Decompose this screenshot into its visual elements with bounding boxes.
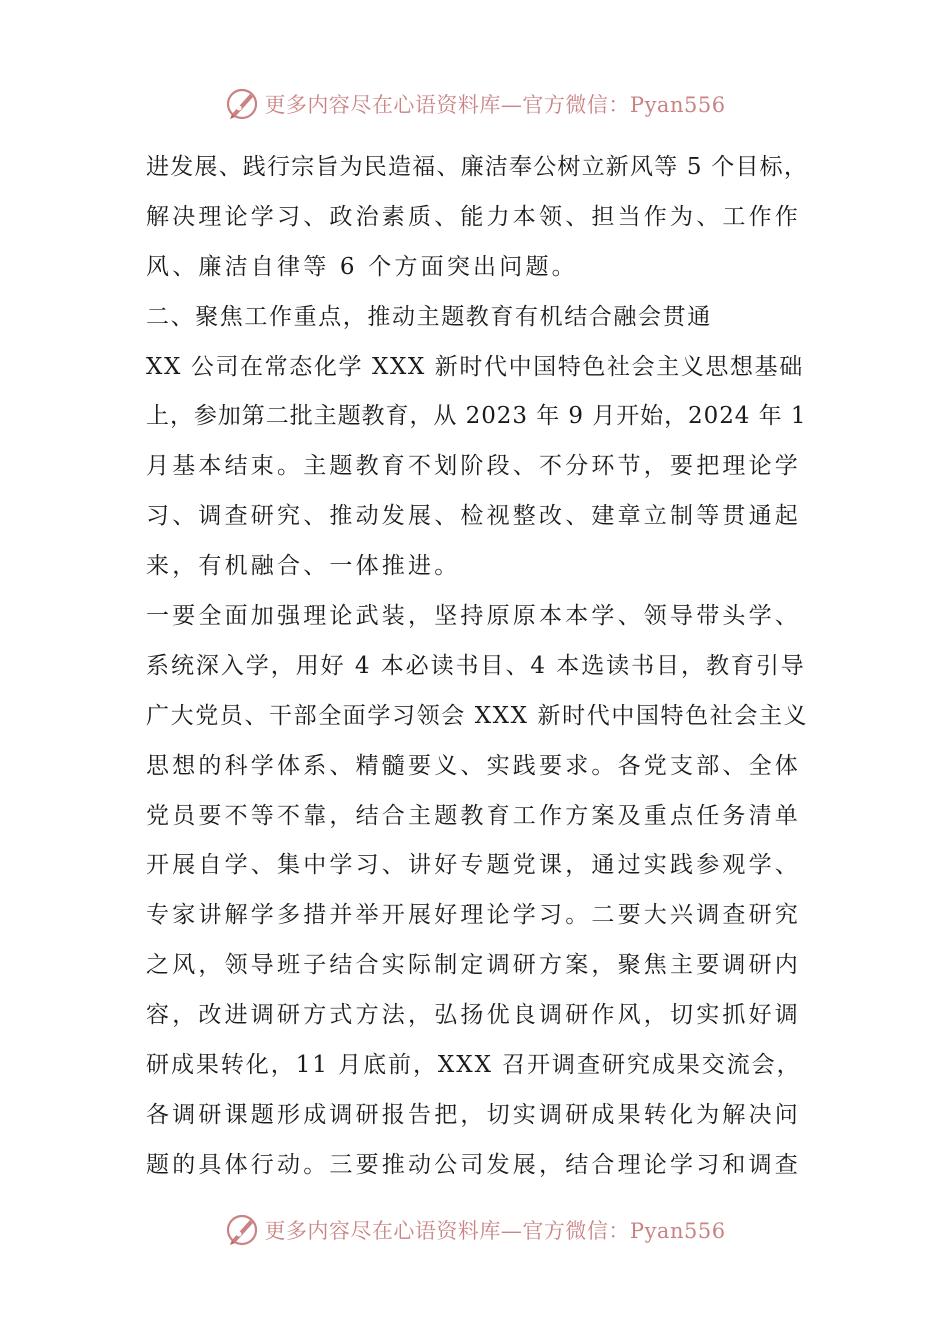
body-line: 系统深入学，用好 4 本必读书目、4 本选读书目，教育引导 [146,652,806,679]
body-line: XX 公司在常态化学 XXX 新时代中国特色社会主义思想基础 [146,353,804,380]
body-line: 题的具体行动。三要推动公司发展，结合理论学习和调查 [146,1151,801,1178]
body-line: 进发展、践行宗旨为民造福、廉洁奉公树立新风等 5 个目标， [146,154,809,180]
section-heading: 二、聚焦工作重点，推动主题教育有机结合融会贯通 [146,303,712,330]
watermark-text: 更多内容尽在心语资料库—官方微信：Pyan556 [264,93,726,117]
body-line: 月基本结束。主题教育不划阶段、不分环节，要把理论学 [146,453,801,480]
body-line: 风、廉洁自律等 6 个方面突出问题。 [146,253,578,280]
body-line: 之风，领导班子结合实际制定调研方案，聚焦主要调研内 [146,952,801,979]
body-line: 一要全面加强理论武装，坚持原原本本学、领导带头学、 [146,603,801,630]
body-line: 专家讲解学多措并举开展好理论学习。二要大兴调查研究 [146,902,801,929]
pen-logo-icon [224,1212,260,1248]
watermark-header [0,84,950,124]
body-line: 各调研课题形成调研报告把，切实调研成果转化为解决问 [146,1101,801,1128]
watermark-text: 更多内容尽在心语资料库—官方微信：Pyan556 [264,1219,726,1243]
body-line: 习、调查研究、推动发展、检视整改、建章立制等贯通起 [146,503,801,530]
body-line: 开展自学、集中学习、讲好专题党课，通过实践参观学、 [146,852,801,879]
body-line: 上，参加第二批主题教育，从 2023 年 9 月开始，2024 年 1 [146,403,807,430]
pen-logo-icon [224,86,260,122]
body-line: 广大党员、干部全面学习领会 XXX 新时代中国特色社会主义 [146,702,809,729]
body-line: 解决理论学习、政治素质、能力本领、担当作为、工作作 [146,203,801,230]
body-line: 思想的科学体系、精髓要义、实践要求。各党支部、全体 [146,752,801,779]
document-body [146,143,808,1191]
body-line: 党员要不等不靠，结合主题教育工作方案及重点任务清单 [146,802,801,829]
watermark-footer [0,1210,950,1250]
body-line: 容，改进调研方式方法，弘扬优良调研作风，切实抓好调 [146,1002,801,1029]
body-line: 研成果转化，11 月底前，XXX 召开调查研究成果交流会， [146,1052,802,1079]
body-line: 来，有机融合、一体推进。 [146,553,461,580]
